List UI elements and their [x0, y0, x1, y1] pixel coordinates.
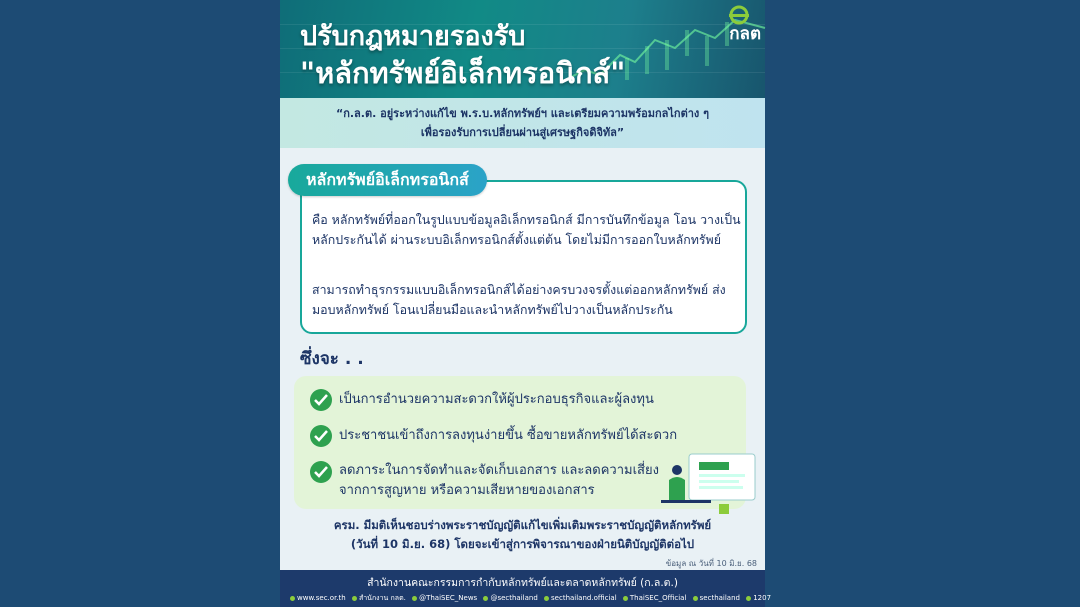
definition-paragraph-2: สามารถทำธุรกรรมแบบอิเล็กทรอนิกส์ได้อย่างครบวงจรตั้งแต่ออกหลักทรัพย์ ส่งมอบหลักทรัพย์ โอนเปลี่ยนมือและนำหลักทรัพย์ไปวางเป็นหลักประกัน — [312, 282, 726, 317]
check-icon — [310, 425, 332, 447]
quote-line-1: “ก.ล.ต. อยู่ระหว่างแก้ไข พ.ร.บ.หลักทรัพย์ฯ และเตรียมความพร้อมกลไกต่าง ๆ — [335, 107, 710, 120]
title-line-2: "หลักทรัพย์อิเล็กทรอนิกส์" — [300, 56, 626, 90]
sec-logo-text: กลต — [729, 24, 761, 44]
header-banner — [280, 0, 765, 98]
cabinet-note-line-2: (วันที่ 10 มิ.ย. 68) โดยจะเข้าสู่การพิจารณาของฝ่ายนิติบัญญัติต่อไป — [350, 537, 695, 551]
footer-link[interactable]: secthailand.official — [551, 594, 617, 602]
cabinet-note — [280, 516, 765, 554]
benefits-heading: ซึ่งจะ . . — [300, 349, 364, 369]
benefit-item-1: เป็นการอำนวยความสะดวกให้ผู้ประกอบธุรกิจและผู้ลงทุน — [339, 392, 654, 407]
footer — [280, 570, 772, 607]
footer-link[interactable]: secthailand — [699, 594, 740, 602]
footer-link[interactable]: ThaiSEC_Official — [629, 594, 687, 602]
footer-link[interactable]: www.sec.or.th — [297, 594, 346, 602]
footer-link[interactable]: @secthailand — [490, 594, 538, 602]
definition-heading-pill: หลักทรัพย์อิเล็กทรอนิกส์ — [288, 164, 487, 196]
source-date: ข้อมูล ณ วันที่ 10 มิ.ย. 68 — [665, 559, 757, 568]
definition-paragraph-1: คือ หลักทรัพย์ที่ออกในรูปแบบข้อมูลอิเล็กทรอนิกส์ มีการบันทึกข้อมูล โอน วางเป็นหลักประกันได้ ผ่านระบบอิเล็กทรอนิกส์ตั้งแต่ต้น โดยไม่มีการออกใบหลักทรัพย์ — [312, 212, 741, 247]
footer-org-name: สำนักงานคณะกรรมการกำกับหลักทรัพย์และตลาดหลักทรัพย์ (ก.ล.ต.) — [367, 577, 678, 589]
definition-card — [300, 180, 747, 334]
poster — [280, 0, 772, 607]
footer-links — [286, 593, 772, 604]
quote-line-2: เพื่อรองรับการเปลี่ยนผ่านสู่เศรษฐกิจดิจิทัล” — [420, 126, 625, 139]
benefit-item-3: ลดภาระในการจัดทำและจัดเก็บเอกสาร และลดความเสี่ยง — [339, 463, 659, 478]
footer-link[interactable]: @ThaiSEC_News — [419, 594, 478, 602]
title-line-1: ปรับกฎหมายรองรับ — [300, 21, 526, 52]
footer-link[interactable]: สำนักงาน กลต. — [358, 594, 406, 602]
benefit-item-3-continued: จากการสูญหาย หรือความเสียหายของเอกสาร — [339, 483, 595, 498]
footer-link[interactable]: 1207 — [753, 594, 772, 602]
check-icon — [310, 461, 332, 483]
benefit-item-2: ประชาชนเข้าถึงการลงทุนง่ายขึ้น ซื้อขายหลักทรัพย์ได้สะดวก — [339, 428, 678, 443]
check-icon — [310, 389, 332, 411]
quote-band — [280, 98, 765, 148]
cabinet-note-line-1: ครม. มีมติเห็นชอบร่างพระราชบัญญัติแก้ไขเพิ่มเติมพระราชบัญญัติหลักทรัพย์ — [333, 518, 712, 532]
person-at-computer-illustration — [659, 452, 759, 516]
